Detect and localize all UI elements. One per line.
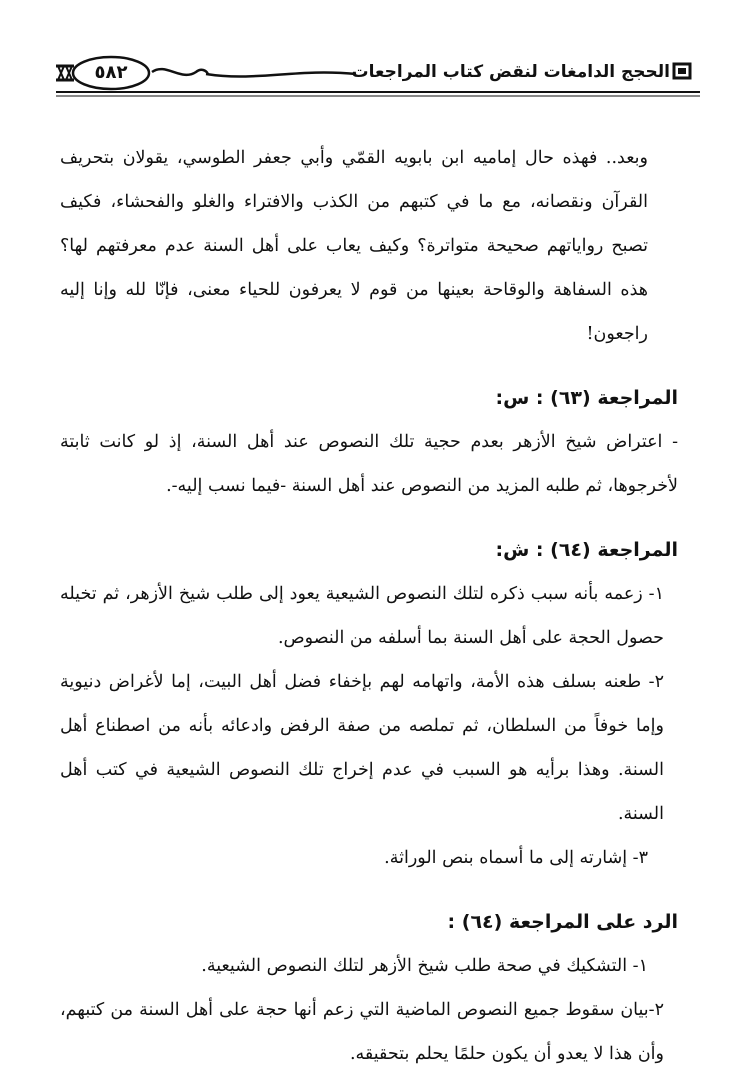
review-64-item-2: ٢- طعنه بسلف هذه الأمة، واتهامه لهم بإخفاء فضل أهل البيت، إما لأغراض دنيوية وإما خوفاً من السلطان، ثم تملصه من صفة الرفض وادعائه بأنه من اصطناع أهل السنة. وهذا برأيه هو السبب في عدم إخراج تلك النصوص الشيعية في كتب أهل السنة. bbox=[60, 672, 664, 824]
page-content bbox=[60, 136, 678, 1076]
review-64-item-3: ٣- إشارته إلى ما أسماه بنص الوراثة. bbox=[384, 848, 648, 868]
reply-item-1: ١- التشكيك في صحة طلب شيخ الأزهر لتلك النصوص الشيعية. bbox=[201, 956, 648, 976]
right-ornament-icon bbox=[674, 64, 690, 78]
heading-reply-64: الرد على المراجعة (٦٤) : bbox=[447, 911, 678, 933]
reply-item-2: ٢-بيان سقوط جميع النصوص الماضية التي زعم أنها حجة على أهل السنة من كتبهم، وأن هذا لا يعدو أن يكون حلمًا يحلم بتحقيقه. bbox=[60, 1000, 664, 1064]
review-63-text: - اعتراض شيخ الأزهر بعدم حجية تلك النصوص عند أهل السنة، إذ لو كانت ثابتة لأخرجوها، ثم طلبه المزيد من النصوص عند أهل السنة -فيما نسب إليه-. bbox=[60, 432, 678, 496]
book-title: الحجج الدامغات لنقض كتاب المراجعات bbox=[351, 62, 670, 82]
left-ornament-icon bbox=[56, 66, 74, 80]
heading-review-64: المراجعة (٦٤) : ش: bbox=[495, 539, 678, 561]
intro-paragraph: وبعد.. فهذه حال إماميه ابن بابويه القمّي وأبي جعفر الطوسي، يقولان بتحريف القرآن ونقصانه، مع ما في كتبهم من الكذب والافتراء والغلو والفحشاء، فكيف تصبح رواياتهم صحيحة متواترة؟ وكيف يعاب على أهل السنة عدم معرفتهم لها؟ هذه السفاهة والوقاحة بعينها من قوم لا يعرفون للحياء معنى، فإنّا لله وإنا إليه راجعون! bbox=[60, 148, 648, 344]
heading-review-63: المراجعة (٦٣) : س: bbox=[495, 387, 678, 409]
page-number: ٥٨٢ bbox=[94, 62, 128, 83]
review-64-item-1: ١- زعمه بأنه سبب ذكره لتلك النصوص الشيعية يعود إلى طلب شيخ الأزهر، ثم تخيله حصول الحجة على أهل السنة بما أسلفه من النصوص. bbox=[60, 584, 664, 648]
page-header bbox=[56, 52, 700, 100]
